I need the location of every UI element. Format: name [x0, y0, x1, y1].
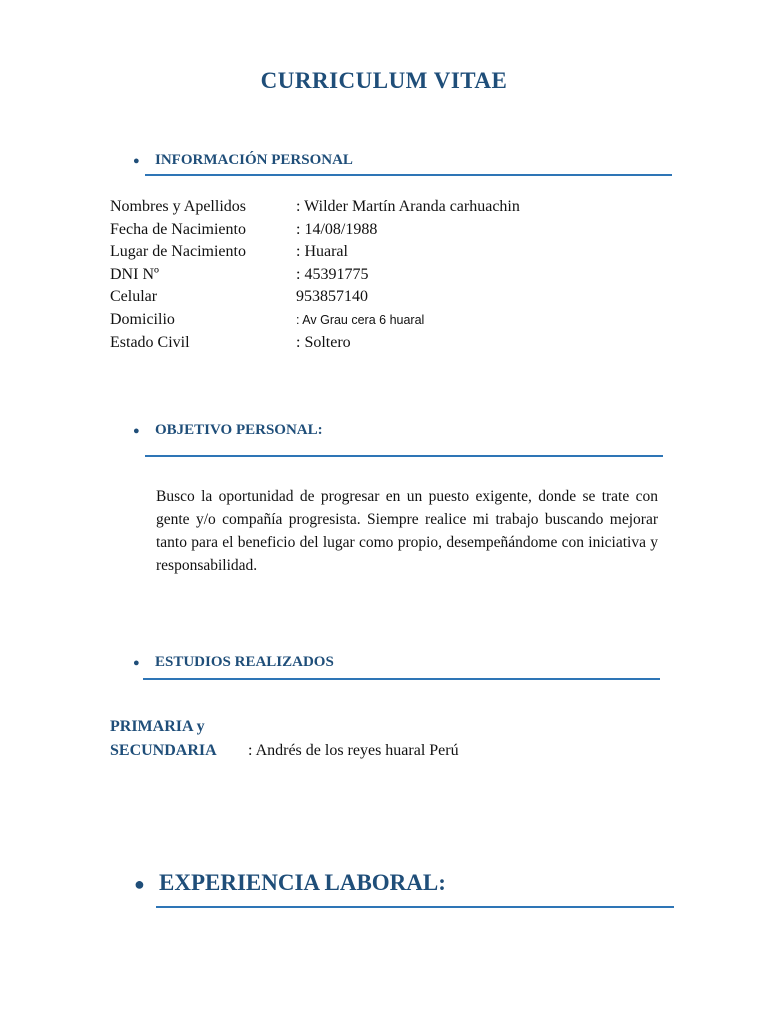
info-value: : 45391775: [296, 266, 369, 283]
info-value: 953857140: [296, 288, 368, 305]
section-divider: [156, 906, 674, 908]
studies-level-label: PRIMARIA y: [110, 718, 205, 735]
studies-label-line1: [110, 716, 205, 738]
section-heading-label: ESTUDIOS REALIZADOS: [155, 654, 334, 670]
info-value: : Wilder Martín Aranda carhuachin: [296, 198, 520, 215]
studies-level-label: SECUNDARIA: [110, 742, 217, 759]
section-heading-label: INFORMACIÓN PERSONAL: [155, 152, 353, 168]
info-value: : 14/08/1988: [296, 221, 378, 238]
info-label: DNI Nº: [110, 266, 159, 283]
section-heading-studies: [133, 654, 334, 671]
studies-school: : Andrés de los reyes huaral Perú: [248, 742, 459, 759]
info-label: Nombres y Apellidos: [110, 198, 246, 215]
info-value: : Av Grau cera 6 huaral: [296, 313, 425, 327]
bullet-icon: ●: [134, 874, 145, 894]
info-label: Domicilio: [110, 311, 175, 328]
bullet-icon: ●: [133, 657, 140, 669]
section-divider: [145, 455, 663, 457]
section-heading-label: EXPERIENCIA LABORAL:: [159, 870, 446, 895]
info-label: Celular: [110, 288, 158, 305]
info-label: Fecha de Nacimiento: [110, 221, 246, 238]
section-heading-personal-info: [133, 152, 353, 169]
bullet-icon: ●: [133, 155, 140, 167]
objective-text: Busco la oportunidad de progresar en un puesto exigente, donde se trate con gente y/o compañía progresista. Siempre realice mi trabajo buscando mejorar tanto para el beneficio del lugar como propio, desempeñándome con iniciativa y responsabilidad.: [156, 488, 658, 574]
section-heading-objective: [133, 422, 323, 439]
section-heading-experience: [134, 870, 446, 896]
document-title: CURRICULUM VITAE: [260, 68, 508, 93]
section-divider: [143, 678, 660, 680]
info-label: Estado Civil: [110, 334, 190, 351]
info-label: Lugar de Nacimiento: [110, 243, 246, 260]
info-value: : Soltero: [296, 334, 351, 351]
info-value: : Huaral: [296, 243, 348, 260]
section-divider: [145, 174, 672, 176]
bullet-icon: ●: [133, 425, 140, 437]
section-heading-label: OBJETIVO PERSONAL:: [155, 422, 323, 438]
objective-paragraph: [156, 485, 658, 577]
studies-row: [110, 740, 459, 762]
